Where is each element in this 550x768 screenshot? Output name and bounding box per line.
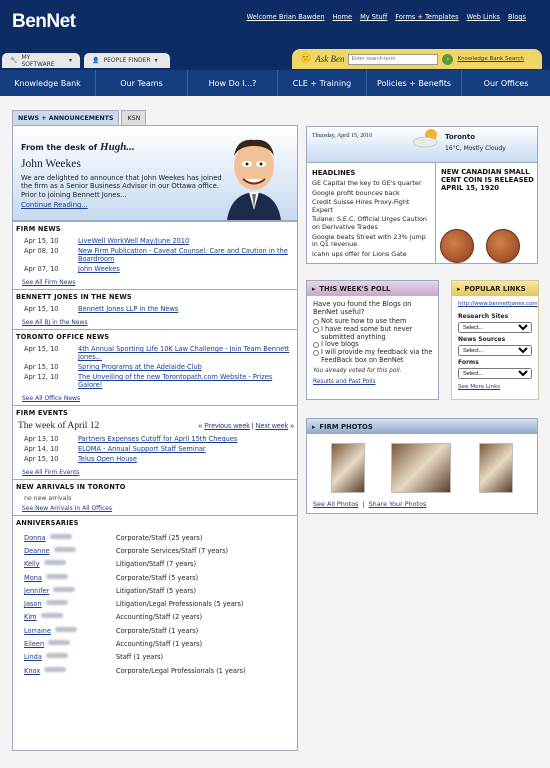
forms-templates-link[interactable]: Forms + Templates xyxy=(395,13,459,21)
desk-heading: From the desk of Hugh... xyxy=(21,141,135,153)
anniversary-row xyxy=(24,571,294,584)
list-item: Apr 15, 10 4th Annual Sporting Life 10K Law Challenge - Join Team Bennett Jones... xyxy=(24,345,294,361)
news-link[interactable]: The Unveiling of the new Torontopath.com Website - Prizes Galore! xyxy=(78,373,273,389)
caricature-image xyxy=(225,134,283,220)
poll-option[interactable]: Not sure how to use them xyxy=(313,318,438,326)
forms-label: Forms xyxy=(458,359,479,366)
in-the-news-section xyxy=(13,289,297,326)
poll-option[interactable]: I have read some but never submitted anything xyxy=(313,326,438,342)
link-separator: | xyxy=(362,500,365,508)
anniversary-name xyxy=(24,560,116,568)
news-link[interactable]: Bennett Jones LLP in the News xyxy=(78,305,179,313)
headlines-title: HEADLINES xyxy=(312,169,356,177)
popular-header: ▸ POPULAR LINKS xyxy=(452,281,538,296)
see-all-photos-link[interactable]: See All Photos xyxy=(313,500,359,508)
people-finder-tab[interactable] xyxy=(84,53,170,68)
anniversary-name xyxy=(24,587,116,595)
research-label: Research Sites xyxy=(458,313,509,320)
anniversary-group: Corporate/Staff (5 years) xyxy=(116,573,199,582)
forms-select[interactable] xyxy=(458,368,532,379)
anniversary-row xyxy=(24,584,294,597)
radio-button[interactable] xyxy=(313,327,319,333)
anniversary-group: Corporate/Legal Professionals (1 years) xyxy=(116,666,246,675)
firm-events-section xyxy=(13,405,297,476)
list-item: Apr 12, 10 The Unveiling of the new Torontopath.com Website - Prizes Galore! xyxy=(24,373,294,389)
person-link[interactable]: Jason xyxy=(24,600,42,609)
blurred-surname xyxy=(54,547,76,552)
headline-item[interactable]: Icahn ups offer for Lions Gate xyxy=(312,249,407,258)
see-all-firm-events-link[interactable]: See All Firm Events xyxy=(22,469,80,476)
coin-title[interactable]: NEW CANADIAN SMALL CENT COIN IS RELEASED APRIL 15, 1920 xyxy=(441,168,534,192)
headlines-list xyxy=(312,169,432,260)
blurred-surname xyxy=(44,667,66,672)
nav-policies-benefits[interactable]: Policies + Benefits xyxy=(367,70,462,96)
new-arrivals-section xyxy=(13,479,297,512)
nav-our-offices[interactable]: Our Offices xyxy=(483,78,529,88)
see-new-arrivals-link[interactable]: See New Arrivals In All Offices xyxy=(22,505,113,512)
anniversary-name xyxy=(24,574,116,582)
search-input[interactable] xyxy=(348,54,438,65)
weather-conditions: 16°C, Mostly Cloudy xyxy=(445,145,506,152)
news-column xyxy=(12,110,298,751)
photo-thumbnail[interactable] xyxy=(331,443,365,493)
week-label: The week of April 12 xyxy=(18,421,100,431)
anniversary-group: Corporate Services/Staff (7 years) xyxy=(116,546,229,555)
news-link[interactable]: LiveWell WorkWell May/June 2010 xyxy=(78,237,190,245)
anniversary-name xyxy=(24,547,116,555)
blurred-surname xyxy=(50,534,72,539)
anniversary-name xyxy=(24,653,116,661)
headline-item[interactable]: GE Capital the key to GE's quarter xyxy=(312,179,422,187)
news-sources-label: News Sources xyxy=(458,336,506,343)
anniversary-row xyxy=(24,558,294,571)
welcome-link[interactable]: Welcome Brian Bawden xyxy=(246,13,325,21)
anniversary-group: Accounting/Staff (2 years) xyxy=(116,613,203,622)
person-link[interactable]: Knox xyxy=(24,666,41,675)
nav-our-teams[interactable]: Our Teams xyxy=(96,70,188,96)
triangle-icon: ▸ xyxy=(312,422,316,431)
anniversary-name xyxy=(24,627,116,635)
triangle-icon: ▸ xyxy=(457,284,461,293)
blurred-surname xyxy=(48,640,70,645)
list-item: Apr 07, 10 John Weekes xyxy=(24,265,294,273)
toronto-news-section xyxy=(13,329,297,402)
anniversary-list xyxy=(16,531,294,677)
poll-header: ▸ THIS WEEK'S POLL xyxy=(307,281,438,296)
chevron-down-icon: ▾ xyxy=(68,57,72,64)
firm-news-section xyxy=(13,221,297,286)
anniversary-group: Litigation/Staff (7 years) xyxy=(116,560,197,569)
continue-reading-link[interactable]: Continue Reading... xyxy=(21,201,88,209)
anniversary-group: Staff (1 years) xyxy=(116,653,164,662)
kb-search-link[interactable]: Knowledge Bank Search xyxy=(457,56,524,62)
hero-blurb: We are delighted to announce that John Weekes has joined the firm as a Senior Business Advisor in our Ottawa office. Prior to joining Bennett Jones... xyxy=(21,174,222,199)
anniversary-group: Litigation/Staff (5 years) xyxy=(116,586,197,595)
poll-option[interactable]: I will provide my feedback via the FeedBack box on BenNet xyxy=(313,349,438,365)
blogs-link[interactable]: Blogs xyxy=(507,13,526,21)
person-link[interactable]: Eileen xyxy=(24,640,45,649)
blurred-surname xyxy=(44,560,66,565)
list-item: Apr 14, 10 ELOMA - Annual Support Staff Seminar xyxy=(24,445,294,453)
anniversary-name xyxy=(24,667,116,675)
tab-ksn[interactable]: KSN xyxy=(121,110,146,125)
anniversaries-section xyxy=(13,515,297,677)
weather-header xyxy=(307,127,537,163)
news-link[interactable]: John Weekes xyxy=(78,265,120,273)
photo-thumbnail[interactable] xyxy=(391,443,451,493)
section-title: ANNIVERSARIES xyxy=(16,519,79,527)
nav-knowledge-bank[interactable]: Knowledge Bank xyxy=(0,70,96,96)
nav-how-do-i[interactable]: How Do I...? xyxy=(188,70,278,96)
hero-name: John Weekes xyxy=(21,158,81,170)
my-software-tab[interactable] xyxy=(2,53,80,68)
people-finder-label: PEOPLE FINDER xyxy=(103,57,151,64)
web-links-link[interactable]: Web Links xyxy=(466,13,500,21)
blurred-surname xyxy=(46,653,68,658)
main-nav xyxy=(0,70,550,96)
person-link[interactable]: Kelly xyxy=(24,560,40,569)
ask-ben-search xyxy=(292,49,542,69)
list-item: Apr 15, 10 Spring Programs at the Adelaide Club xyxy=(24,363,294,371)
top-links xyxy=(247,13,526,21)
headline-item[interactable]: Tulane: S.E.C. Official Urges Caution on Derivative Trades xyxy=(312,215,427,231)
anniversary-name xyxy=(24,613,116,621)
main-content xyxy=(0,96,550,768)
triangle-icon: ▸ xyxy=(312,284,316,293)
anniversary-row xyxy=(24,531,294,544)
person-link[interactable]: Lorraine xyxy=(24,626,52,635)
research-select[interactable] xyxy=(458,322,532,333)
site-header xyxy=(0,0,550,96)
section-title: FIRM EVENTS xyxy=(16,409,68,417)
tab-news-announcements[interactable]: NEWS + ANNOUNCEMENTS xyxy=(12,110,119,125)
photo-links xyxy=(313,500,426,508)
share-photos-link[interactable]: Share Your Photos xyxy=(368,500,427,508)
news-link[interactable]: Spring Programs at the Adelaide Club xyxy=(78,363,202,371)
ask-ben-label: Ask Ben xyxy=(315,54,345,64)
anniversary-name xyxy=(24,534,116,542)
event-link[interactable]: ELOMA - Annual Support Staff Seminar xyxy=(78,445,206,453)
no-arrivals-text: no new arrivals xyxy=(24,495,72,502)
home-link[interactable]: Home xyxy=(332,13,353,21)
person-link[interactable]: Kim xyxy=(24,613,37,622)
blurred-surname xyxy=(41,613,63,618)
popular-links xyxy=(451,280,539,400)
firm-photos xyxy=(306,418,538,514)
blurred-surname xyxy=(53,587,75,592)
list-item: Apr 15, 10 Bennett Jones LLP in the News xyxy=(24,305,294,313)
anniversary-name xyxy=(24,640,116,648)
ben-avatar-icon: 🙂 xyxy=(300,54,312,64)
section-title: NEW ARRIVALS IN TORONTO xyxy=(16,483,126,491)
week-header xyxy=(18,421,294,431)
weather-city: Toronto xyxy=(445,133,476,141)
anniversary-group: Accounting/Staff (1 years) xyxy=(116,640,203,649)
anniversary-row xyxy=(24,651,294,664)
desk-of-hugh xyxy=(13,126,297,221)
weekly-poll xyxy=(306,280,439,400)
anniversary-row xyxy=(24,611,294,624)
bennet-logo[interactable]: BenNet xyxy=(12,11,76,32)
list-item: Apr 13, 10 Partners Expenses Cutoff for April 15th Cheques xyxy=(24,435,294,443)
list-item: Apr 15, 10 Telus Open House xyxy=(24,455,294,463)
poll-voted-text: You already voted for this poll. xyxy=(313,367,402,374)
headlines-box xyxy=(306,126,538,264)
anniversary-row xyxy=(24,624,294,637)
headline-item[interactable]: Google beats Street with 23% jump in Q1 revenue xyxy=(312,232,426,249)
news-sources-select[interactable] xyxy=(458,345,532,356)
search-go-button[interactable]: › xyxy=(442,54,453,65)
news-tabs xyxy=(12,110,298,125)
coin-back-image xyxy=(486,229,520,263)
anniversary-name xyxy=(24,600,116,608)
anniversary-row xyxy=(24,597,294,610)
list-item: Apr 15, 10 LiveWell WorkWell May/June 2010 xyxy=(24,237,294,245)
photo-thumbnail[interactable] xyxy=(479,443,513,493)
nav-cle-training[interactable]: CLE + Training xyxy=(278,70,367,96)
poll-option[interactable]: I love blogs xyxy=(313,341,438,349)
person-link[interactable]: Linda xyxy=(24,653,42,662)
anniversary-group: Litigation/Legal Professionals (5 years) xyxy=(116,600,244,609)
anniversary-row xyxy=(24,637,294,650)
person-link[interactable]: Deanne xyxy=(24,546,50,555)
bennett-jones-url-link[interactable]: http://www.bennettjones.com xyxy=(458,301,538,307)
news-link[interactable]: 4th Annual Sporting Life 10K Law Challenge - Join Team Bennett Jones... xyxy=(78,345,290,361)
anniversary-group: Corporate/Staff (25 years) xyxy=(116,533,203,542)
see-more-links[interactable]: See More Links xyxy=(458,384,501,390)
news-panel xyxy=(12,125,298,751)
photos-header: ▸ FIRM PHOTOS xyxy=(307,419,537,434)
poll-question: Have you found the Blogs on BenNet useful? xyxy=(313,300,412,316)
person-link[interactable]: Mona xyxy=(24,573,42,582)
radio-button[interactable] xyxy=(313,350,319,356)
blurred-surname xyxy=(46,600,68,605)
blurred-surname xyxy=(55,627,77,632)
news-link[interactable]: New Firm Publication - Caveat Counsel: Care and Caution in the Boardroom xyxy=(78,247,288,263)
my-stuff-link[interactable]: My Stuff xyxy=(360,13,388,21)
coin-feature xyxy=(435,163,539,263)
list-item: Apr 08, 10 New Firm Publication - Caveat Counsel: Care and Caution in the Boardroom xyxy=(24,247,294,263)
person-link[interactable]: Donna xyxy=(24,533,46,542)
section-title: TORONTO OFFICE NEWS xyxy=(16,333,110,341)
previous-week-link[interactable]: Previous week xyxy=(204,422,250,430)
radio-button[interactable] xyxy=(313,319,319,325)
anniversary-group: Corporate/Staff (1 years) xyxy=(116,626,199,635)
event-link[interactable]: Telus Open House xyxy=(78,455,137,463)
see-all-office-news-link[interactable]: See All Office News xyxy=(22,395,81,402)
see-all-firm-news-link[interactable]: See All Firm News xyxy=(22,279,76,286)
next-week-link[interactable]: Next week xyxy=(255,422,289,430)
coin-front-image xyxy=(440,229,474,263)
week-nav: « Previous week | Next week » xyxy=(198,422,294,430)
section-title: BENNETT JONES IN THE NEWS xyxy=(16,293,132,301)
radio-button[interactable] xyxy=(313,342,319,348)
blurred-surname xyxy=(46,574,68,579)
event-link[interactable]: Partners Expenses Cutoff for April 15th Cheques xyxy=(78,435,238,443)
weather-cloud-icon xyxy=(411,127,445,149)
poll-results-link[interactable]: Results and Past Polls xyxy=(313,378,376,385)
headline-item[interactable]: Google profit bounces back xyxy=(312,188,400,197)
anniversary-row xyxy=(24,664,294,677)
right-column xyxy=(306,126,538,508)
person-link[interactable]: Jennifer xyxy=(24,586,50,595)
anniversary-row xyxy=(24,544,294,557)
wrench-icon: 🔧 xyxy=(10,57,18,64)
current-date: Thursday, April 15, 2010 xyxy=(312,133,373,139)
section-title: FIRM NEWS xyxy=(16,225,61,233)
see-all-bj-news-link[interactable]: See All BJ in the News xyxy=(22,319,88,326)
person-icon: 👤 xyxy=(92,57,100,64)
chevron-down-icon: ▾ xyxy=(154,57,158,64)
headline-item[interactable]: Credit Suisse Hires Proxy-Fight Expert xyxy=(312,198,410,214)
my-software-label: MY SOFTWARE xyxy=(21,53,55,68)
